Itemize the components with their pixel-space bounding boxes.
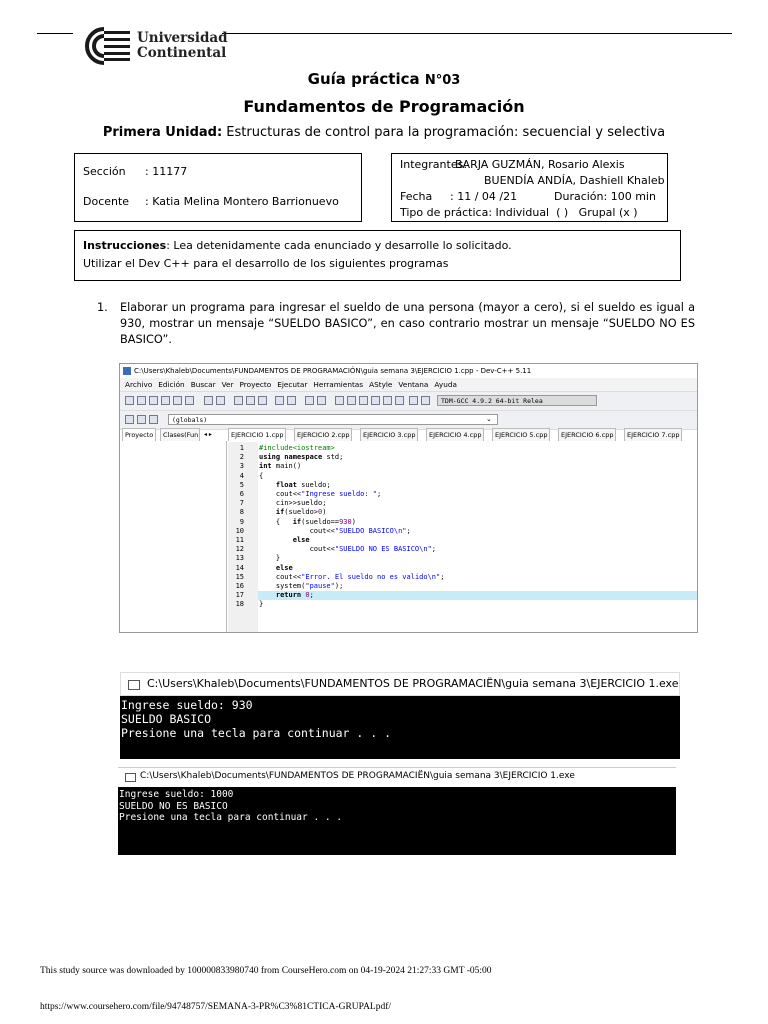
- console1-title: C:\Users\Khaleb\Documents\FUNDAMENTOS DE PROGRAMACIËN\guia semana 3\EJERCICIO 1.exe: [147, 677, 679, 690]
- code-line: cin>>sueldo;: [259, 499, 327, 508]
- code-line: #include<iostream>: [259, 444, 335, 452]
- menu-ejecutar[interactable]: Ejecutar: [277, 380, 308, 389]
- code-line: cout<<"SUELDO BASICO\n";: [259, 526, 411, 535]
- integrante-2: BUENDÍA ANDÍA, Dashiell Khaleb: [484, 174, 665, 187]
- fecha-label: Fecha: [400, 190, 433, 203]
- guide-title-number: N°03: [424, 73, 461, 88]
- menu-herramientas[interactable]: Herramientas: [313, 380, 364, 389]
- line-number: 16: [235, 582, 244, 590]
- compile-run-icon[interactable]: [359, 396, 368, 405]
- line-number: 13: [235, 554, 244, 563]
- guide-title: [0, 70, 768, 88]
- console2-output: [118, 787, 676, 855]
- code-line: cout<<"SUELDO NO ES BASICO\n";: [259, 545, 437, 554]
- code-line: cout<<"Error. El sueldo no es valido\n";: [259, 572, 445, 581]
- code-line: if(sueldo>0): [275, 508, 327, 517]
- line-number: 18: [235, 600, 244, 609]
- code-line: { if(sueldo==930): [259, 517, 356, 526]
- tab-ejercicio-4[interactable]: EJERCICIO 4.cpp: [426, 428, 484, 441]
- code-line: }: [259, 554, 281, 563]
- line-number: 7: [239, 499, 244, 508]
- unit-line: [0, 125, 768, 140]
- info-box-left: [74, 153, 362, 222]
- info-box-right: [391, 153, 668, 222]
- code-line: system("pause");: [259, 582, 344, 590]
- question-number: 1.: [97, 301, 108, 314]
- unindent-icon[interactable]: [275, 396, 284, 405]
- line-number: 10: [235, 526, 244, 535]
- console2-line2: SUELDO NO ES BASICO: [119, 800, 228, 812]
- header-rule-left: [37, 33, 73, 34]
- instructions-text: : Lea detenidamente cada enunciado y desarrolle lo solicitado.: [166, 239, 512, 252]
- devcpp-title: C:\Users\Khaleb\Documents\FUNDAMENTOS DE PROGRAMACIÓN\guia semana 3\EJERCICIO 1.cpp - Dev-C++ 5.11: [134, 367, 532, 375]
- seccion-label: Sección: [83, 165, 126, 178]
- close-file-icon[interactable]: [173, 396, 182, 405]
- menu-edicion[interactable]: Edición: [158, 380, 185, 389]
- stop-icon[interactable]: [395, 396, 404, 405]
- tab-ejercicio-6[interactable]: EJERCICIO 6.cpp: [558, 428, 616, 441]
- indent-icon[interactable]: [287, 396, 296, 405]
- menu-astyle[interactable]: AStyle: [369, 380, 393, 389]
- instructions-line1: [83, 239, 512, 252]
- line-number: 14: [235, 563, 244, 572]
- tab-scroll-arrows[interactable]: ◂ ▸: [204, 431, 212, 438]
- duracion: Duración: 100 min: [554, 190, 656, 203]
- tab-ejercicio-7[interactable]: EJERCICIO 7.cpp: [624, 428, 682, 441]
- menu-buscar[interactable]: Buscar: [190, 380, 216, 389]
- compile-icon[interactable]: [335, 396, 344, 405]
- console1-line1: Ingrese sueldo: 930: [121, 698, 253, 712]
- class-browser-icon[interactable]: [317, 396, 326, 405]
- console2-line1: Ingrese sueldo: 1000: [119, 789, 234, 800]
- line-number: 4: [239, 471, 244, 480]
- line-number: 6: [239, 490, 244, 498]
- menu-ventana[interactable]: Ventana: [398, 380, 429, 389]
- code-line: float sueldo;: [275, 480, 331, 489]
- console1-titlebar: [120, 672, 680, 696]
- devcpp-window: [119, 363, 698, 633]
- devcpp-toolbar: [120, 391, 697, 411]
- tipo-practica: Tipo de práctica: Individual ( ) Grupal (x ): [400, 206, 638, 219]
- code-line: int main(): [259, 462, 302, 471]
- course-title: Fundamentos de Programación: [243, 97, 525, 116]
- fecha-value: : 11 / 04 /21: [450, 190, 518, 203]
- console2-title: C:\Users\Khaleb\Documents\FUNDAMENTOS DE PROGRAMACIËN\guia semana 3\EJERCICIO 1.exe: [140, 771, 575, 781]
- console1-line3: Presione una tecla para continuar . . .: [121, 726, 392, 740]
- console1-line2: SUELDO BASICO: [121, 712, 212, 726]
- find-icon[interactable]: [234, 396, 243, 405]
- line-number: 2: [239, 453, 244, 462]
- devcpp-app-icon: [123, 367, 131, 375]
- gear-icon[interactable]: [421, 396, 430, 405]
- devcpp-menubar: [120, 378, 697, 391]
- line-number: 17: [235, 591, 244, 600]
- logo-line1: Universidad: [137, 30, 228, 46]
- instructions-line2: Utilizar el Dev C++ para el desarrollo de los siguientes programas: [83, 257, 449, 270]
- integrantes-label: Integrantes:: [400, 158, 468, 171]
- code-line: }: [259, 600, 264, 609]
- header-rule-right: [222, 33, 732, 34]
- tab-clases[interactable]: Clases(Fun: [160, 428, 200, 441]
- file-tabs: [228, 428, 698, 441]
- guide-title-prefix: Guía práctica: [307, 70, 420, 88]
- compiler-select[interactable]: TDM-GCC 4.9.2 64-bit Relea: [437, 395, 597, 406]
- replace-icon[interactable]: [246, 396, 255, 405]
- new-file-icon[interactable]: [125, 396, 134, 405]
- tab-ejercicio-1[interactable]: EJERCICIO 1.cpp: [228, 428, 286, 441]
- rebuild-icon[interactable]: [371, 396, 380, 405]
- save-icon[interactable]: [149, 396, 158, 405]
- toggle-comment-icon[interactable]: [305, 396, 314, 405]
- console-icon: [125, 773, 136, 782]
- code-line: using namespace std;: [259, 453, 344, 462]
- redo-icon[interactable]: [216, 396, 225, 405]
- insert-icon[interactable]: [125, 415, 134, 424]
- debug-icon[interactable]: [383, 396, 392, 405]
- console2-titlebar: [118, 767, 676, 787]
- code-line: {: [259, 471, 264, 480]
- docente-label: Docente: [83, 195, 130, 208]
- goto-bookmark-icon[interactable]: [149, 415, 158, 424]
- line-number: 5: [239, 480, 244, 489]
- docente-value: : Katia Melina Montero Barrionuevo: [145, 195, 339, 208]
- logo-line2: Continental: [137, 45, 227, 61]
- tab-ejercicio-2[interactable]: EJERCICIO 2.cpp: [294, 428, 352, 441]
- menu-ayuda[interactable]: Ayuda: [434, 380, 457, 389]
- goto-icon[interactable]: [258, 396, 267, 405]
- menu-ver[interactable]: Ver: [221, 380, 234, 389]
- question-text: Elaborar un programa para ingresar el sueldo de una persona (mayor a cero), si el sueldo es igual a 930, mostrar un mensaje “SUELDO BASICO”, en caso contrario mostrar un mensaje “SUELDO NO ES BASICO”.: [120, 301, 695, 346]
- left-panel-tabs: [120, 428, 226, 441]
- code-line: cout<<"Ingrese sueldo: ";: [259, 490, 382, 498]
- line-number: 15: [235, 572, 244, 581]
- devcpp-titlebar: [120, 364, 697, 378]
- print-icon[interactable]: [185, 396, 194, 405]
- console1-output: [120, 696, 680, 759]
- unit-text: Estructuras de control para la programación: secuencial y selectiva: [222, 125, 666, 140]
- profile-icon[interactable]: [409, 396, 418, 405]
- undo-icon[interactable]: [204, 396, 213, 405]
- instructions-box: [74, 230, 681, 281]
- line-number: 1: [239, 444, 244, 452]
- bookmark-icon[interactable]: [137, 415, 146, 424]
- line-number: 12: [235, 545, 244, 554]
- globals-select[interactable]: (globals): [168, 414, 498, 425]
- tab-proyecto[interactable]: Proyecto: [122, 428, 156, 441]
- menu-archivo[interactable]: Archivo: [125, 380, 153, 389]
- line-number: 3: [239, 462, 244, 471]
- code-line: return 0;: [275, 591, 314, 600]
- integrante-1: BARJA GUZMÁN, Rosario Alexis: [455, 158, 625, 171]
- seccion-value: : 11177: [145, 165, 188, 178]
- footer-download-note: This study source was downloaded by 100000833980740 from CourseHero.com on 04-19-2024 21:27:33 GMT -05:00: [40, 966, 492, 976]
- university-logo: [76, 26, 228, 68]
- code-line: else: [292, 536, 310, 544]
- code-line: else: [275, 563, 293, 572]
- university-logo-icon: [76, 26, 134, 66]
- instructions-label: Instrucciones: [83, 239, 167, 252]
- run-icon[interactable]: [347, 396, 356, 405]
- current-line-highlight: [258, 591, 698, 600]
- unit-label: Primera Unidad:: [102, 125, 223, 140]
- open-file-icon[interactable]: [137, 396, 146, 405]
- line-number: 9: [239, 517, 244, 526]
- footer-url[interactable]: https://www.coursehero.com/file/94748757/SEMANA-3-PR%C3%81CTICA-GRUPALpdf/: [40, 1002, 392, 1012]
- chevron-down-icon[interactable]: ⌄: [486, 415, 492, 423]
- console-icon: [128, 680, 140, 690]
- project-panel[interactable]: [120, 441, 227, 633]
- menu-proyecto[interactable]: Proyecto: [239, 380, 272, 389]
- line-number: 8: [239, 508, 244, 517]
- tab-ejercicio-5[interactable]: EJERCICIO 5.cpp: [492, 428, 550, 441]
- line-number: 11: [235, 536, 244, 544]
- save-all-icon[interactable]: [161, 396, 170, 405]
- console2-line3: Presione una tecla para continuar . . .: [119, 812, 343, 823]
- tab-ejercicio-3[interactable]: EJERCICIO 3.cpp: [360, 428, 418, 441]
